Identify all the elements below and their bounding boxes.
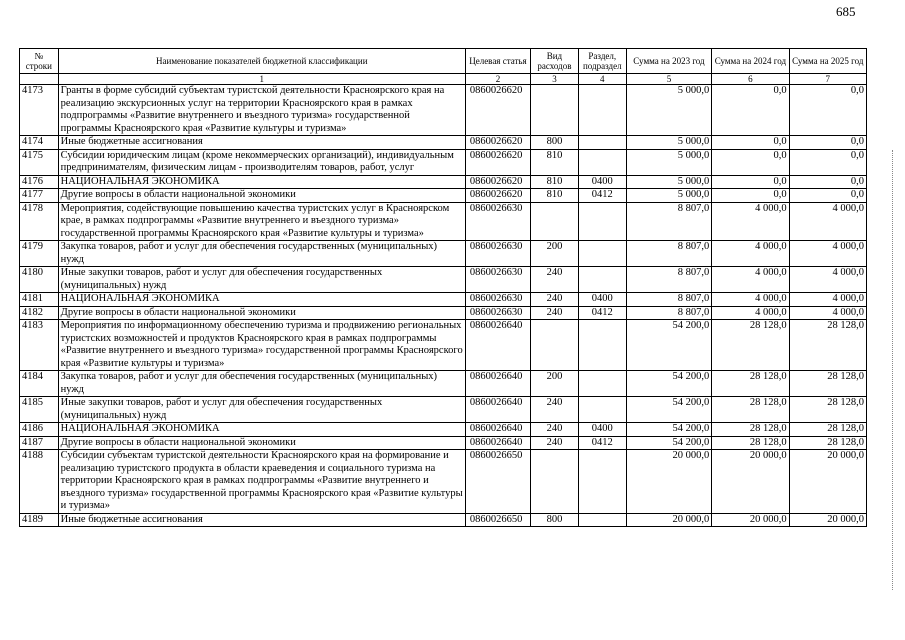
- table-body: [20, 85, 867, 527]
- row-number-cell: 4177: [20, 189, 59, 203]
- table-row: [20, 320, 867, 371]
- column-index: 2: [465, 74, 530, 85]
- section-cell: 0412: [578, 306, 626, 320]
- sum-2023-cell: 5 000,0: [626, 175, 712, 189]
- sum-2023-cell: 54 200,0: [626, 423, 712, 437]
- sum-2023-cell: 54 200,0: [626, 371, 712, 397]
- target-item-cell: 0860026620: [465, 149, 530, 175]
- table-row: [20, 436, 867, 450]
- section-cell: [578, 202, 626, 241]
- column-index-row: [20, 74, 867, 85]
- expense-kind-cell: [531, 202, 579, 241]
- row-number-cell: 4181: [20, 293, 59, 307]
- sum-2025-cell: 28 128,0: [789, 397, 866, 423]
- budget-table-container: [19, 48, 867, 527]
- section-cell: [578, 149, 626, 175]
- row-number-cell: 4184: [20, 371, 59, 397]
- target-item-cell: 0860026620: [465, 175, 530, 189]
- indicator-name-cell: НАЦИОНАЛЬНАЯ ЭКОНОМИКА: [58, 423, 465, 437]
- sum-2024-cell: 0,0: [712, 136, 789, 150]
- row-number-cell: 4187: [20, 436, 59, 450]
- table-row: [20, 149, 867, 175]
- expense-kind-cell: 240: [531, 397, 579, 423]
- header-row: [20, 49, 867, 74]
- header-expense-kind: Вид расходов: [531, 49, 579, 74]
- sum-2025-cell: 4 000,0: [789, 293, 866, 307]
- target-item-cell: 0860026640: [465, 423, 530, 437]
- scan-edge-mark: [892, 150, 895, 590]
- target-item-cell: 0860026630: [465, 306, 530, 320]
- sum-2025-cell: 28 128,0: [789, 436, 866, 450]
- indicator-name-cell: Иные закупки товаров, работ и услуг для обеспечения государственных (муниципальных) нужд: [58, 267, 465, 293]
- table-row: [20, 241, 867, 267]
- expense-kind-cell: 200: [531, 371, 579, 397]
- row-number-cell: 4174: [20, 136, 59, 150]
- target-item-cell: 0860026640: [465, 371, 530, 397]
- target-item-cell: 0860026630: [465, 241, 530, 267]
- expense-kind-cell: 240: [531, 436, 579, 450]
- sum-2025-cell: 4 000,0: [789, 306, 866, 320]
- table-row: [20, 267, 867, 293]
- target-item-cell: 0860026640: [465, 397, 530, 423]
- sum-2025-cell: 0,0: [789, 175, 866, 189]
- sum-2023-cell: 54 200,0: [626, 397, 712, 423]
- target-item-cell: 0860026640: [465, 320, 530, 371]
- sum-2024-cell: 20 000,0: [712, 513, 789, 527]
- indicator-name-cell: Закупка товаров, работ и услуг для обеспечения государственных (муниципальных) нужд: [58, 371, 465, 397]
- table-row: [20, 513, 867, 527]
- section-cell: [578, 267, 626, 293]
- table-row: [20, 397, 867, 423]
- indicator-name-cell: НАЦИОНАЛЬНАЯ ЭКОНОМИКА: [58, 175, 465, 189]
- row-number-cell: 4188: [20, 450, 59, 514]
- expense-kind-cell: [531, 320, 579, 371]
- sum-2024-cell: 4 000,0: [712, 202, 789, 241]
- table-row: [20, 202, 867, 241]
- budget-table: [19, 48, 867, 527]
- table-row: [20, 306, 867, 320]
- header-row-number: № строки: [20, 49, 59, 74]
- sum-2025-cell: 20 000,0: [789, 513, 866, 527]
- sum-2024-cell: 28 128,0: [712, 397, 789, 423]
- section-cell: [578, 85, 626, 136]
- header-target-item: Целевая статья: [465, 49, 530, 74]
- section-cell: [578, 241, 626, 267]
- sum-2025-cell: 4 000,0: [789, 267, 866, 293]
- sum-2025-cell: 4 000,0: [789, 202, 866, 241]
- indicator-name-cell: Иные бюджетные ассигнования: [58, 136, 465, 150]
- expense-kind-cell: 800: [531, 136, 579, 150]
- sum-2023-cell: 54 200,0: [626, 436, 712, 450]
- column-index: [20, 74, 59, 85]
- section-cell: [578, 371, 626, 397]
- column-index: 3: [531, 74, 579, 85]
- indicator-name-cell: Мероприятия, содействующие повышению качества туристских услуг в Красноярском крае, в рамках подпрограммы «Развитие внутреннего и въездного туризма» государственной программы Красноярского края «Развитие культуры и туризма»: [58, 202, 465, 241]
- sum-2024-cell: 4 000,0: [712, 241, 789, 267]
- indicator-name-cell: Иные бюджетные ассигнования: [58, 513, 465, 527]
- table-row: [20, 85, 867, 136]
- sum-2025-cell: 0,0: [789, 136, 866, 150]
- section-cell: [578, 513, 626, 527]
- sum-2025-cell: 0,0: [789, 189, 866, 203]
- expense-kind-cell: 200: [531, 241, 579, 267]
- sum-2024-cell: 0,0: [712, 85, 789, 136]
- expense-kind-cell: 810: [531, 175, 579, 189]
- expense-kind-cell: 240: [531, 267, 579, 293]
- sum-2025-cell: 28 128,0: [789, 320, 866, 371]
- sum-2023-cell: 5 000,0: [626, 189, 712, 203]
- row-number-cell: 4175: [20, 149, 59, 175]
- section-cell: 0412: [578, 436, 626, 450]
- column-index: 7: [789, 74, 866, 85]
- section-cell: 0412: [578, 189, 626, 203]
- table-row: [20, 423, 867, 437]
- row-number-cell: 4186: [20, 423, 59, 437]
- expense-kind-cell: [531, 450, 579, 514]
- indicator-name-cell: НАЦИОНАЛЬНАЯ ЭКОНОМИКА: [58, 293, 465, 307]
- target-item-cell: 0860026620: [465, 136, 530, 150]
- indicator-name-cell: Мероприятия по информационному обеспечению туризма и продвижению региональных туристских возможностей и продуктов Красноярского края в рамках подпрограммы «Развитие внутреннего и въездного туризма» государственной программы Красноярского края «Развитие культуры и туризма»: [58, 320, 465, 371]
- target-item-cell: 0860026650: [465, 513, 530, 527]
- column-index: 1: [58, 74, 465, 85]
- sum-2025-cell: 0,0: [789, 149, 866, 175]
- indicator-name-cell: Другие вопросы в области национальной экономики: [58, 189, 465, 203]
- row-number-cell: 4182: [20, 306, 59, 320]
- section-cell: [578, 320, 626, 371]
- sum-2024-cell: 28 128,0: [712, 423, 789, 437]
- table-row: [20, 450, 867, 514]
- row-number-cell: 4189: [20, 513, 59, 527]
- table-row: [20, 371, 867, 397]
- sum-2024-cell: 28 128,0: [712, 371, 789, 397]
- sum-2024-cell: 28 128,0: [712, 436, 789, 450]
- sum-2023-cell: 20 000,0: [626, 450, 712, 514]
- sum-2024-cell: 4 000,0: [712, 267, 789, 293]
- sum-2024-cell: 0,0: [712, 189, 789, 203]
- section-cell: 0400: [578, 175, 626, 189]
- sum-2025-cell: 4 000,0: [789, 241, 866, 267]
- header-sum-2023: Сумма на 2023 год: [626, 49, 712, 74]
- expense-kind-cell: [531, 85, 579, 136]
- row-number-cell: 4173: [20, 85, 59, 136]
- sum-2024-cell: 28 128,0: [712, 320, 789, 371]
- section-cell: [578, 136, 626, 150]
- indicator-name-cell: Субсидии юридическим лицам (кроме некоммерческих организаций), индивидуальным предпринимателям, физическим лицам - производителям товаров, работ, услуг: [58, 149, 465, 175]
- expense-kind-cell: 800: [531, 513, 579, 527]
- sum-2024-cell: 0,0: [712, 175, 789, 189]
- sum-2024-cell: 20 000,0: [712, 450, 789, 514]
- row-number-cell: 4183: [20, 320, 59, 371]
- sum-2024-cell: 4 000,0: [712, 306, 789, 320]
- table-row: [20, 136, 867, 150]
- target-item-cell: 0860026650: [465, 450, 530, 514]
- target-item-cell: 0860026630: [465, 202, 530, 241]
- sum-2025-cell: 0,0: [789, 85, 866, 136]
- expense-kind-cell: 240: [531, 423, 579, 437]
- expense-kind-cell: 810: [531, 149, 579, 175]
- sum-2023-cell: 8 807,0: [626, 267, 712, 293]
- sum-2024-cell: 4 000,0: [712, 293, 789, 307]
- row-number-cell: 4176: [20, 175, 59, 189]
- expense-kind-cell: 810: [531, 189, 579, 203]
- target-item-cell: 0860026620: [465, 85, 530, 136]
- table-row: [20, 175, 867, 189]
- target-item-cell: 0860026640: [465, 436, 530, 450]
- table-row: [20, 293, 867, 307]
- sum-2023-cell: 5 000,0: [626, 136, 712, 150]
- sum-2023-cell: 54 200,0: [626, 320, 712, 371]
- column-index: 5: [626, 74, 712, 85]
- sum-2023-cell: 20 000,0: [626, 513, 712, 527]
- indicator-name-cell: Закупка товаров, работ и услуг для обеспечения государственных (муниципальных) нужд: [58, 241, 465, 267]
- indicator-name-cell: Другие вопросы в области национальной экономики: [58, 306, 465, 320]
- indicator-name-cell: Иные закупки товаров, работ и услуг для обеспечения государственных (муниципальных) нужд: [58, 397, 465, 423]
- sum-2023-cell: 8 807,0: [626, 306, 712, 320]
- section-cell: 0400: [578, 293, 626, 307]
- row-number-cell: 4180: [20, 267, 59, 293]
- sum-2023-cell: 8 807,0: [626, 241, 712, 267]
- header-section: Раздел, подраздел: [578, 49, 626, 74]
- sum-2025-cell: 28 128,0: [789, 423, 866, 437]
- indicator-name-cell: Другие вопросы в области национальной экономики: [58, 436, 465, 450]
- section-cell: [578, 397, 626, 423]
- indicator-name-cell: Гранты в форме субсидий субъектам туристской деятельности Красноярского края на реализацию экскурсионных услуг на территории Красноярского края в рамках подпрограммы «Развитие внутреннего и въездного туризма» государственной программы Красноярского края «Развитие культуры и туризма»: [58, 85, 465, 136]
- row-number-cell: 4178: [20, 202, 59, 241]
- target-item-cell: 0860026620: [465, 189, 530, 203]
- target-item-cell: 0860026630: [465, 267, 530, 293]
- row-number-cell: 4179: [20, 241, 59, 267]
- sum-2023-cell: 5 000,0: [626, 149, 712, 175]
- column-index: 4: [578, 74, 626, 85]
- section-cell: 0400: [578, 423, 626, 437]
- section-cell: [578, 450, 626, 514]
- header-indicator-name: Наименование показателей бюджетной классификации: [58, 49, 465, 74]
- sum-2023-cell: 5 000,0: [626, 85, 712, 136]
- sum-2025-cell: 20 000,0: [789, 450, 866, 514]
- page-number: 685: [836, 4, 856, 19]
- column-index: 6: [712, 74, 789, 85]
- sum-2023-cell: 8 807,0: [626, 293, 712, 307]
- expense-kind-cell: 240: [531, 306, 579, 320]
- table-row: [20, 189, 867, 203]
- sum-2024-cell: 0,0: [712, 149, 789, 175]
- expense-kind-cell: 240: [531, 293, 579, 307]
- header-sum-2025: Сумма на 2025 год: [789, 49, 866, 74]
- sum-2023-cell: 8 807,0: [626, 202, 712, 241]
- header-sum-2024: Сумма на 2024 год: [712, 49, 789, 74]
- target-item-cell: 0860026630: [465, 293, 530, 307]
- sum-2025-cell: 28 128,0: [789, 371, 866, 397]
- row-number-cell: 4185: [20, 397, 59, 423]
- indicator-name-cell: Субсидии субъектам туристской деятельности Красноярского края на формирование и реализацию туристского продукта в области краеведения и социального туризма на территории Красноярского края в рамках подпрограммы «Развитие внутреннего и въездного туризма» государственной программы Красноярского края «Развитие культуры и туризма»: [58, 450, 465, 514]
